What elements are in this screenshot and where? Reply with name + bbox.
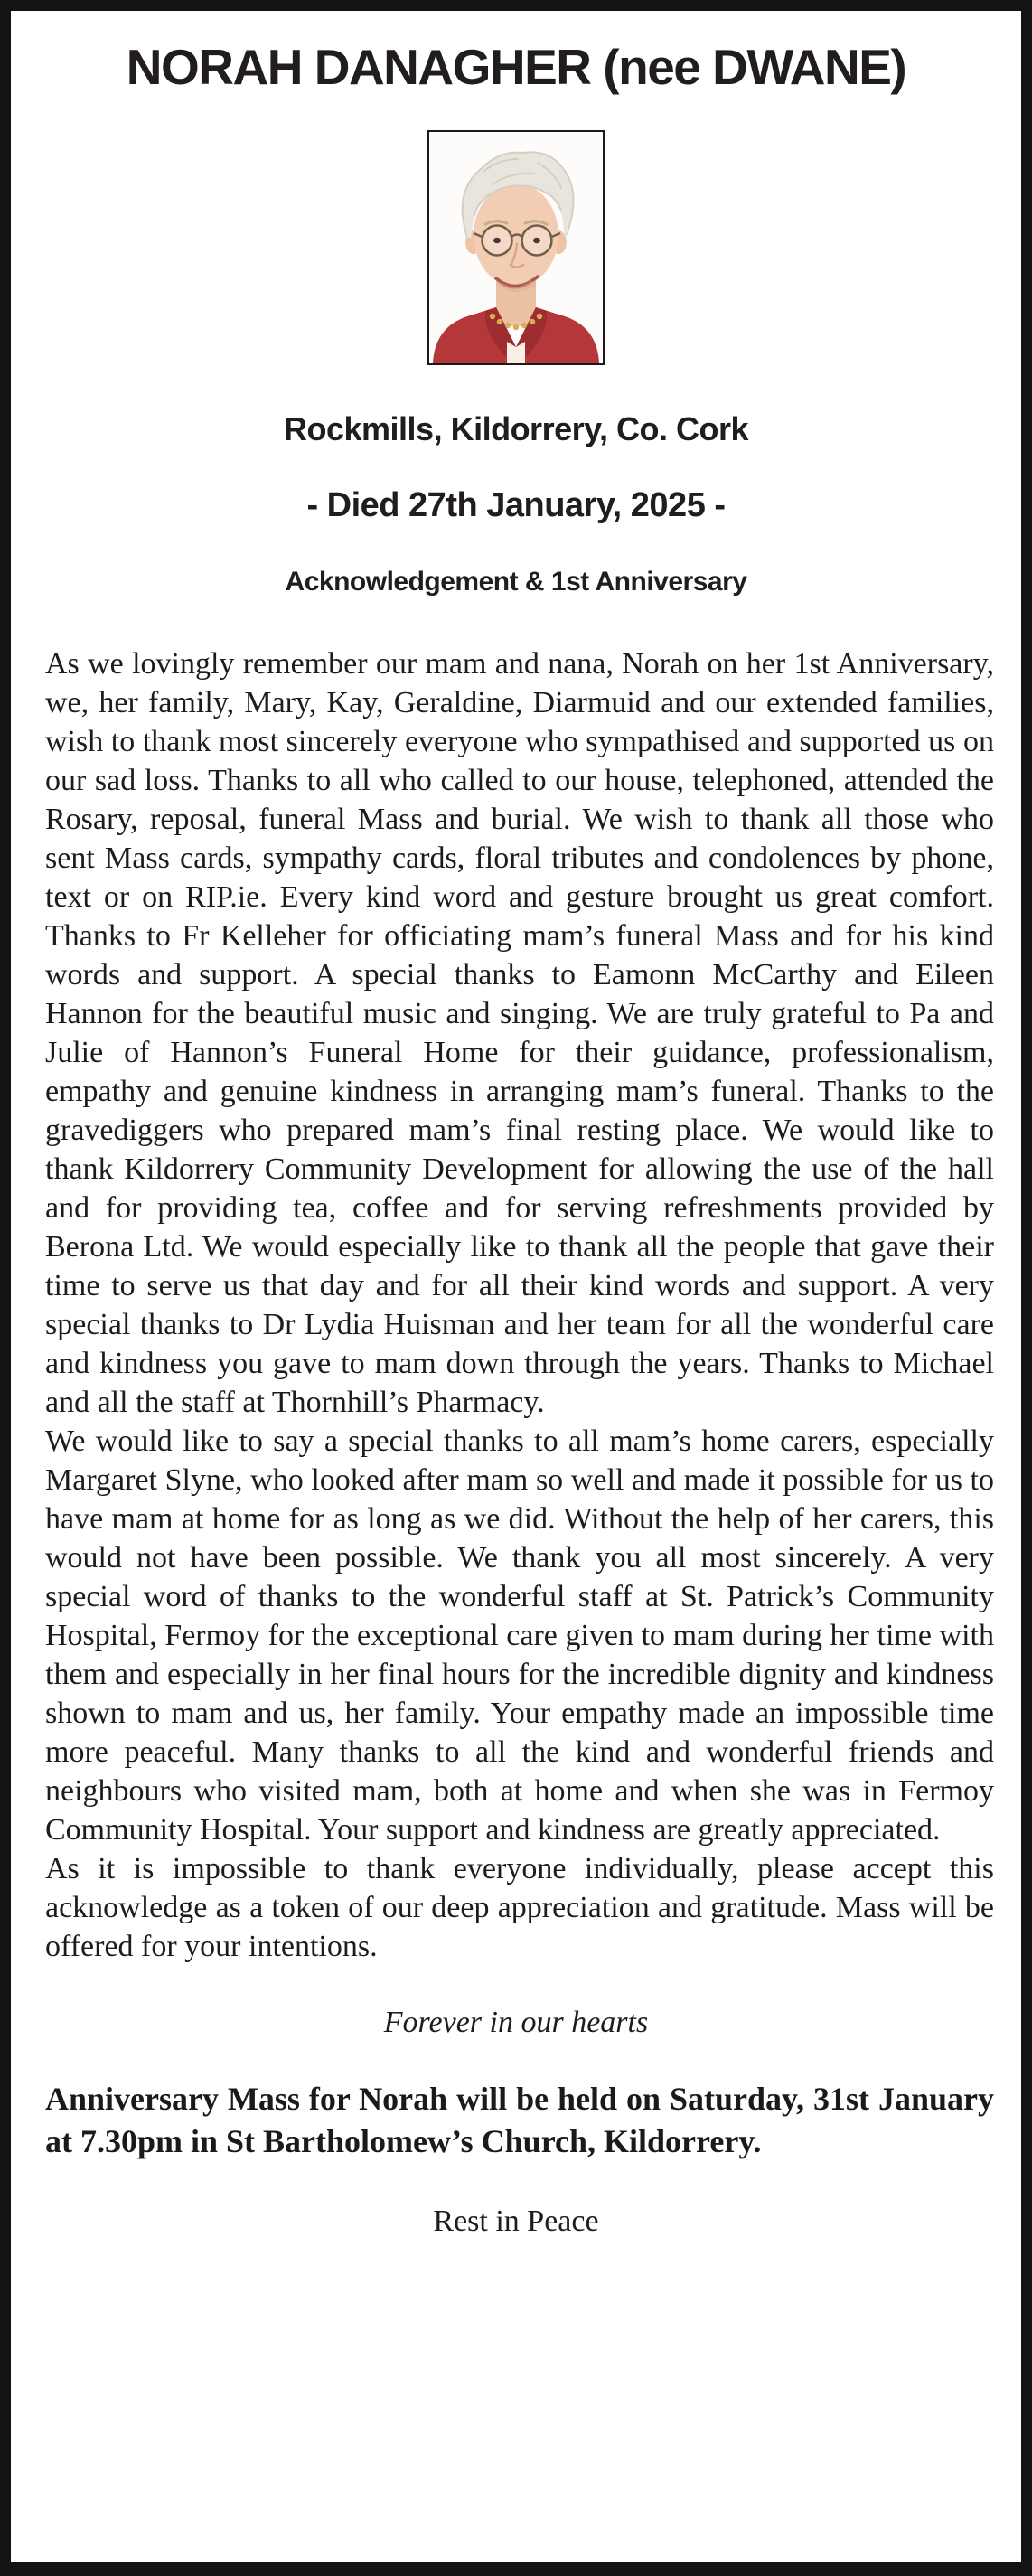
acknowledgement-paragraph-2: We would like to say a special thanks to all mam’s home carers, especially Margaret Slyne, who looked after mam so well and made it possible for us to have mam at home for as long as we did. Without the help of her carers, this would not have been possible. We thank you all most sincerely. A very special word of thanks to the wonderful staff at St. Patrick’s Community Hospital, Fermoy for the exceptional care given to mam during her time with them and especially in her final hours for the incredible dignity and kindness shown to mam and us, her family. Your empathy made an impossible time more peaceful. Many thanks to all the kind and wonderful friends and neighbours who visited mam, both at home and when she was in Fermoy Community Hospital. Your support and kindness are greatly appreciated. (45, 1424, 994, 1847)
page-title: NORAH DANAGHER (nee DWANE) (126, 39, 906, 95)
acknowledgement-text (45, 644, 994, 1966)
rest-in-peace-line: Rest in Peace (433, 2204, 599, 2238)
acknowledgement-paragraph-3: As it is impossible to thank everyone individually, please accept this acknowledge as a token of our deep appreciation and gratitude. Mass will be offered for your intentions. (45, 1851, 994, 1963)
forever-line: Forever in our hearts (383, 2005, 649, 2039)
death-date-line: - Died 27th January, 2025 - (306, 485, 726, 524)
notice-type-line: Acknowledgement & 1st Anniversary (285, 566, 747, 597)
acknowledgement-paragraph-1: As we lovingly remember our mam and nana, Norah on her 1st Anniversary, we, her family, Mary, Kay, Geraldine, Diarmuid and our extended families, wish to thank most sincerely everyone who sympathised and supported us on our sad loss. Thanks to all who called to our house, telephoned, attended the Rosary, reposal, funeral Mass and burial. We wish to thank all those who sent Mass cards, sympathy cards, floral tributes and condolences by phone, text or on RIP.ie. Every kind word and gesture brought us great comfort. Thanks to Fr Kelleher for officiating mam’s funeral Mass and for his kind words and support. A special thanks to Eamonn McCarthy and Eileen Hannon for the beautiful music and singing. We are truly grateful to Pa and Julie of Hannon’s Funeral Home for their guidance, professionalism, empathy and genuine kindness in arranging mam’s funeral. Thanks to the gravediggers who prepared mam’s final resting place. We would like to thank Kildorrery Community Development for allowing the use of the hall and for providing tea, coffee and for serving refreshments provided by Berona Ltd. We would especially like to thank all the people that gave their time to serve us that day and for all their kind words and support. A very special thanks to Dr Lydia Huisman and her team for all the wonderful care and kindness you gave to mam down through the years. Thanks to Michael and all the staff at Thornhill’s Pharmacy. (45, 646, 994, 1419)
portrait-photo (427, 130, 605, 365)
anniversary-mass-announcement: Anniversary Mass for Norah will be held on Saturday, 31st January at 7.30pm in St Bartholomew’s Church, Kildorrery. (45, 2080, 994, 2159)
address-line: Rockmills, Kildorrery, Co. Cork (284, 409, 748, 447)
woman-portrait-illustration (429, 132, 603, 363)
